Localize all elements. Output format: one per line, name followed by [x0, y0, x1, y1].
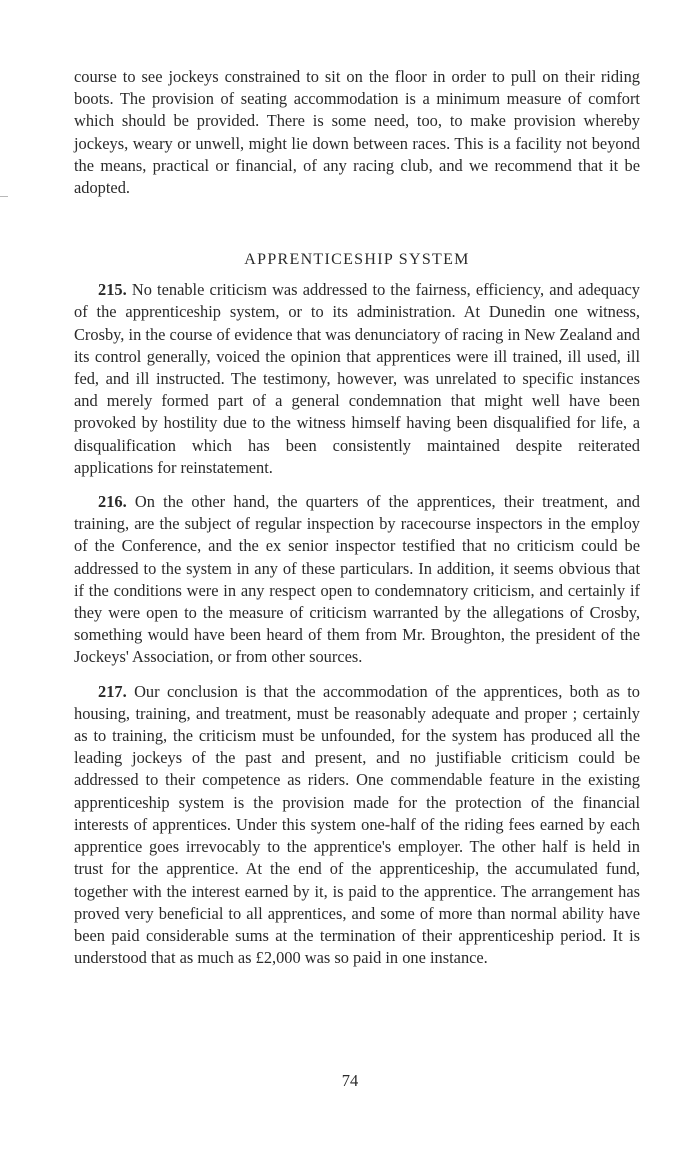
document-page	[74, 66, 640, 981]
paragraph-216	[74, 491, 640, 669]
paragraph-text: Our conclusion is that the accommodation of the apprentices, both as to housing, training, and treatment, must be reasonably adequate and proper ; certainly as to training, the criticism must be unfounded, for the system has produced all the leading jockeys of the past and present, and no justifiable criticism could be addressed to their competence as riders. One commendable feature in the existing apprenticeship system is the provision made for the protection of the financial interests of apprentices. Under this system one-half of the riding fees earned by each apprentice goes irrevocably to the apprentice's employer. The other half is held in trust for the apprentice. At the end of the apprenticeship, the accumulated fund, together with the interest earned by it, is paid to the apprentice. The arrangement has proved very beneficial to all apprentices, and some of more than normal ability have been paid considerable sums at the termination of their apprenticeship period. It is understood that as much as £2,000 was so paid in one instance.	[74, 681, 640, 968]
page-number: 74	[341, 1071, 359, 1090]
paragraph-number: 216.	[98, 492, 127, 512]
paragraph-text: On the other hand, the quarters of the apprentices, their treatment, and training, are the subject of regular inspection by racecourse inspectors in the employ of the Conference, and the ex senior inspector testified that no criticism could be addressed to the system in any of these particulars. In addition, it seems obvious that if the conditions were in any respect open to condemnatory criticism, and certainly if they were open to the measure of criticism warranted by the allegations of Crosby, something would have been heard of them from Mr. Broughton, the president of the Jockeys' Association, or from other sources.	[74, 492, 640, 667]
margin-mark	[0, 196, 8, 197]
section-heading: APPRENTICESHIP SYSTEM	[244, 251, 470, 269]
paragraph-number: 215.	[98, 280, 127, 300]
paragraph-text: No tenable criticism was addressed to the fairness, efficiency, and adequacy of the apprenticeship system, or to its administration. At Dunedin one witness, Crosby, in the course of evidence that was denunciatory of racing in New Zealand and its control generally, voiced the opinion that apprentices were ill trained, ill used, ill fed, and ill instructed. The testimony, however, was unrelated to specific instances and merely formed part of a general condemnation that might well have been provoked by hostility due to the witness himself having been disqualified for life, a disqualification which has been consistently maintained despite reiterated applications for reinstatement.	[74, 280, 640, 477]
paragraph-number: 217.	[98, 681, 127, 701]
opening-paragraph: course to see jockeys constrained to sit on the floor in order to pull on their riding boots. The provision of seating accommodation is a minimum measure of comfort which should be provided. There is some need, too, to make provision whereby jockeys, weary or unwell, might lie down between races. This is a facility not beyond the means, practical or financial, of any racing club, and we recommend that it be adopted.	[74, 67, 640, 198]
paragraph-217	[74, 681, 640, 970]
paragraph-215	[74, 279, 640, 479]
